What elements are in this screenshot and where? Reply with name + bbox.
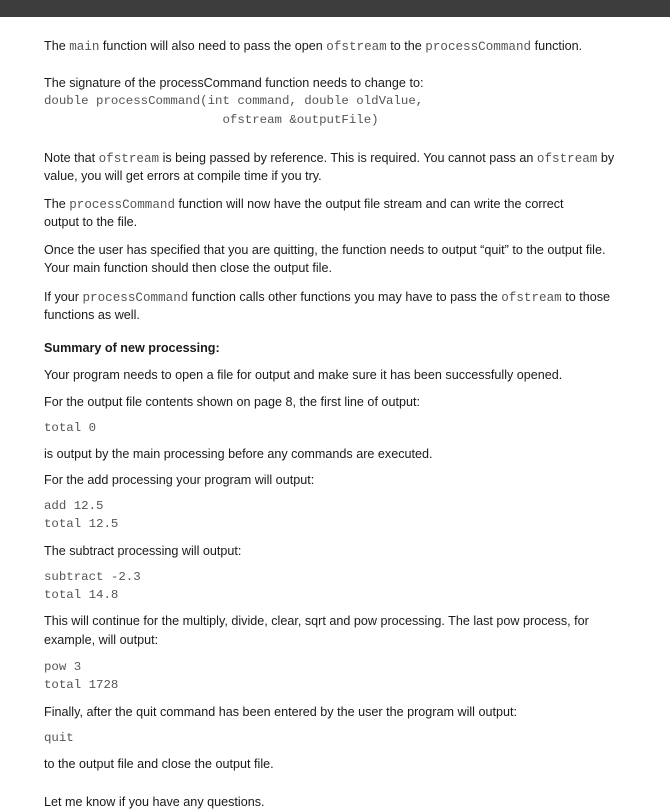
paragraph-finally: Finally, after the quit command has been entered by the user the program will output: [44,705,517,719]
paragraph-open-file: Your program needs to open a file for output and make sure it has been successfully opened. [44,368,563,382]
top-bar [0,0,670,17]
paragraph-first-line: For the output file contents shown on page 8, the first line of output: [44,395,420,409]
paragraph-pass-by-reference: Note that ofstream is being passed by reference. This is required. You cannot pass an ofstream by [44,151,615,166]
code-add-line-2: total 12.5 [44,517,119,531]
paragraph-process-command-line-2: output to the file. [44,215,138,229]
paragraph-subtract-processing: The subtract processing will output: [44,544,242,558]
paragraph-questions: Let me know if you have any questions. [44,795,265,809]
code-pow-line-1: pow 3 [44,660,82,674]
paragraph-continue: This will continue for the multiply, divide, clear, sqrt and pow processing. The last pow process, for [44,614,589,628]
paragraph-other-functions-line-2: functions as well. [44,308,140,322]
code-total-0: total 0 [44,421,97,435]
paragraph-add-processing: For the add processing your program will output: [44,473,315,487]
code-signature-line-2: ofstream &outputFile) [44,113,379,127]
summary-heading: Summary of new processing: [44,341,220,355]
paragraph-continue-line-2: example, will output: [44,633,159,647]
code-quit: quit [44,731,74,745]
code-subtract-line-2: total 14.8 [44,588,119,602]
paragraph-close-file: to the output file and close the output file. [44,757,274,771]
paragraph-quitting: Once the user has specified that you are quitting, the function needs to output “quit” to the output file. [44,243,606,257]
paragraph-main-pass: The main function will also need to pass the open ofstream to the processCommand function. [44,39,583,54]
code-pow-line-2: total 1728 [44,678,119,692]
code-add-line-1: add 12.5 [44,499,104,513]
code-signature-line-1: double processCommand(int command, double oldValue, [44,94,424,108]
code-subtract-line-1: subtract -2.3 [44,570,141,584]
paragraph-main-processing: is output by the main processing before any commands are executed. [44,447,433,461]
paragraph-process-command: The processCommand function will now have the output file stream and can write the correct [44,197,564,212]
paragraph-signature-intro: The signature of the processCommand function needs to change to: [44,76,424,90]
paragraph-other-functions: If your processCommand function calls other functions you may have to pass the ofstream to those [44,290,611,305]
paragraph-quitting-line-2: Your main function should then close the output file. [44,261,332,275]
paragraph-pass-by-reference-line-2: value, you will get errors at compile time if you try. [44,169,322,183]
